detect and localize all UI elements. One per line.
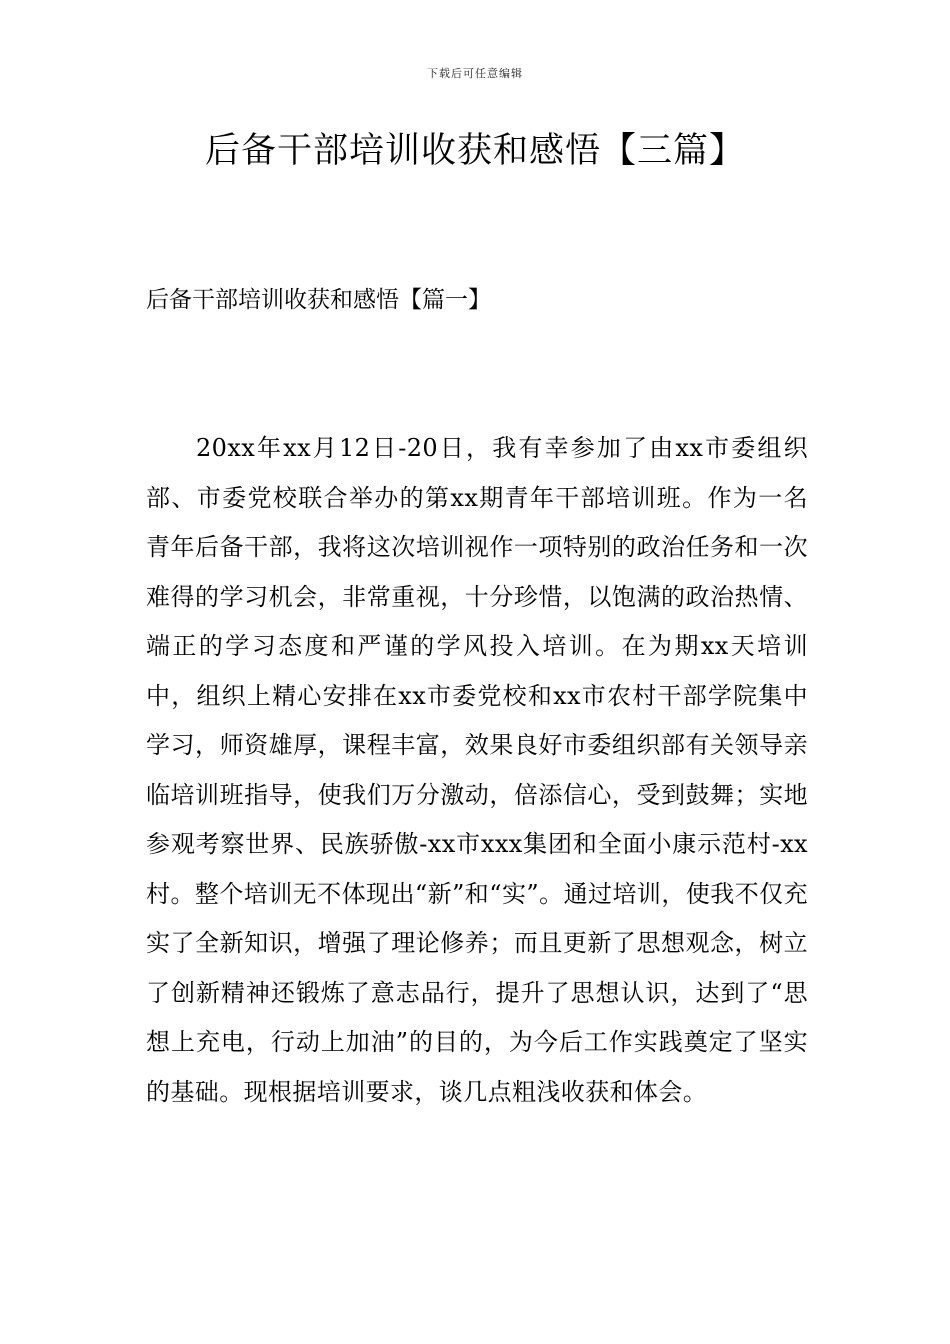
header-note: 下载后可任意编辑 [427, 67, 523, 80]
document-title: 后备干部培训收获和感悟【三篇】 [204, 131, 745, 171]
body-paragraph: 20xx年xx月12日-20日，我有幸参加了由xx市委组织部、市委党校联合举办的第xx期青年干部培训班。作为一名青年后备干部，我将这次培训视作一项特别的政治任务和一次难得的学习机会，非常重视，十分珍惜，以饱满的政治热情、端正的学习态度和严谨的学风投入培训。在为期xx天培训中，组织上精心安排在xx市委党校和xx市农村干部学院集中学习，师资雄厚，课程丰富，效果良好市委组织部有关领导亲临培训班指导，使我们万分激动，倍添信心，受到鼓舞；实地参观考察世界、民族骄傲-xx市xxx集团和全面小康示范村-xx村。整个培训无不体现出“新”和“实”。通过培训，使我不仅充实了全新知识，增强了理论修养；而且更新了思想观念，树立了创新精神还锻炼了意志品行，提升了思想认识，达到了“思想上充电，行动上加油”的目的，为今后工作实践奠定了坚实的基础。现根据培训要求，谈几点粗浅收获和体会。 [146, 434, 808, 1106]
section-title: 后备干部培训收获和感悟【篇一】 [146, 287, 491, 313]
